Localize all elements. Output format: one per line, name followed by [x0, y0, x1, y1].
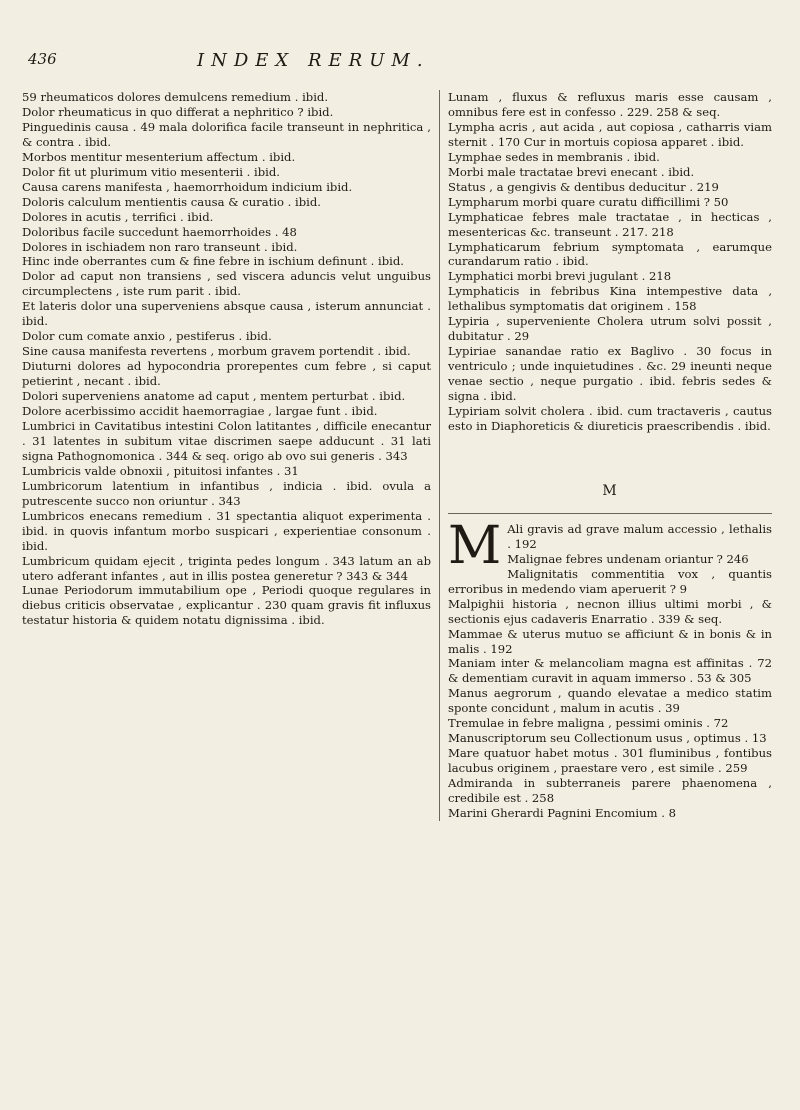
- index-entry: Malignitatis commentitia vox , quantis erroribus in medendo viam aperuerit ? 9: [448, 566, 772, 596]
- index-entry: Lypiriae sanandae ratio ex Baglivo . 30 focus in ventriculo ; unde inquietudines . &c. 29 ineunti neque venae sectio , neque purgatio . ibid. febris sedes & signa . ibid.: [448, 344, 772, 404]
- index-entry: Lymphaticis in febribus Kina intempestive data , lethalibus symptomatis dat originem . 158: [448, 284, 772, 314]
- index-entry: Dolore acerbissimo accidit haemorragiae , largae funt . ibid.: [22, 404, 378, 419]
- drop-cap-letter: M: [448, 515, 502, 576]
- index-entry: Status , a gengivis & dentibus deducitur . 219: [448, 179, 719, 194]
- running-title: INDEX RERUM.: [197, 50, 430, 71]
- index-entry: Lumbricis valde obnoxii , pituitosi infantes . 31: [22, 463, 299, 478]
- index-entry: Dolori superveniens anatome ad caput , mentem perturbat . ibid.: [22, 389, 406, 404]
- section-m-entries: [448, 515, 772, 821]
- index-entry: Lymphatici morbi brevi jugulant . 218: [448, 269, 672, 284]
- index-entry: Morbi male tractatae brevi enecant . ibid.: [448, 164, 695, 179]
- index-entry: 59 rheumaticos dolores demulcens remedium . ibid.: [22, 90, 329, 104]
- page-header: [22, 50, 772, 90]
- index-entry: Admiranda in subterraneis parere phaenomena , credibile est . 258: [448, 776, 772, 806]
- index-columns: [22, 90, 772, 821]
- index-entry: Marini Gherardi Pagnini Encomium . 8: [448, 805, 676, 820]
- index-entry: Dolor rheumaticus in quo differat a nephritico ? ibid.: [22, 104, 334, 119]
- index-entry: Manus aegrorum , quando elevatae a medico statim sponte concidunt , malum in acutis . 39: [448, 686, 772, 716]
- index-entry: Tremulae in febre maligna , pessimi ominis . 72: [448, 716, 729, 731]
- index-entry: Lymphaticarum febrium symptomata , earumque curandarum ratio . ibid.: [448, 239, 772, 269]
- index-entry: Lumbrici in Cavitatibus intestini Colon latitantes , difficile enecantur . 31 latentes in subitum vitae discrimen saepe adducunt . 31 lati signa Pathognomonica . 344 & seq. origo ab ovo sui generis . 343: [22, 418, 431, 463]
- index-entry: Sine causa manifesta revertens , morbum gravem portendit . ibid.: [22, 344, 411, 359]
- index-entry: Hinc inde oberrantes cum & fine febre in ischium definunt . ibid.: [22, 254, 404, 269]
- index-entry: Lumbricorum latentium in infantibus , indicia . ibid. ovula a putrescente succo non oriuntur . 343: [22, 478, 431, 508]
- index-entry: Lympha acris , aut acida , aut copiosa , catharris viam sternit . 170 Cur in mortuis copiosa apparet . ibid.: [448, 119, 772, 149]
- index-entry: Lymphae sedes in membranis . ibid.: [448, 149, 660, 164]
- page-number: 436: [28, 50, 57, 68]
- right-column: [440, 90, 772, 821]
- index-entry: Lunae Periodorum immutabilium ope , Periodi quoque regulares in diebus criticis observatae , explicantur . 230 quam gravis fit influxus testatur historia & quidem notatu dignissima . ibid.: [22, 583, 431, 628]
- index-entry: Lunam , fluxus & refluxus maris esse causam , omnibus fere est in confesso . 229. 258 & seq.: [448, 90, 772, 119]
- index-entry: Lypiriam solvit cholera . ibid. cum tractaveris , cautus esto in Diaphoreticis & diureticis praescribendis . ibid.: [448, 404, 772, 433]
- index-entry: Lumbricos enecans remedium . 31 spectantia aliquot experimenta . ibid. in quovis infantum morbo suspicari , experientiae consonum . ibid.: [22, 508, 431, 553]
- index-entry: Manuscriptorum seu Collectionum usus , optimus . 13: [448, 731, 767, 746]
- index-entry: Pinguedinis causa . 49 mala dolorifica facile transeunt in nephritica , & contra . ibid.: [22, 119, 431, 149]
- section-divider: [448, 513, 772, 514]
- index-entry-text: Ali gravis ad grave malum accessio , lethalis . 192: [507, 521, 772, 551]
- index-entry: Mammae & uterus mutuo se afficiunt & in bonis & in malis . 192: [448, 626, 772, 656]
- index-entry: Lymphaticae febres male tractatae , in hecticas , mesentericas &c. transeunt . 217. 218: [448, 209, 772, 239]
- index-entry: Lumbricum quidam ejecit , triginta pedes longum . 343 latum an ab utero adferant infantes , aut in illis postea generetur ? 343 & 344: [22, 553, 431, 583]
- index-entry: Causa carens manifesta , haemorrhoidum indicium ibid.: [22, 179, 353, 194]
- index-entry: Doloris calculum mentientis causa & curatio . ibid.: [22, 194, 321, 209]
- index-entry: Maniam inter & melancoliam magna est affinitas . 72 & dementiam curavit in aquam immerso . 53 & 305: [448, 656, 772, 686]
- index-entry: Dolores in acutis , terrifici . ibid.: [22, 209, 214, 224]
- section-letter: M: [602, 482, 618, 499]
- index-entry: Morbos mentitur mesenterium affectum . ibid.: [22, 149, 296, 164]
- left-column: [22, 90, 440, 821]
- index-entry: Dolor fit ut plurimum vitio mesenterii . ibid.: [22, 164, 280, 179]
- index-entry: Malpighii historia , necnon illius ultimi morbi , & sectionis ejus cadaveris Enarratio . 339 & seq.: [448, 596, 772, 626]
- index-entry: Dolor cum comate anxio , pestiferus . ibid.: [22, 329, 272, 344]
- index-entry: Doloribus facile succedunt haemorrhoides . 48: [22, 224, 297, 239]
- index-entry: Dolores in ischiadem non raro transeunt . ibid.: [22, 239, 298, 254]
- index-entry: Et lateris dolor una superveniens absque causa , isterum annunciat . ibid.: [22, 299, 431, 329]
- index-entry: Mare quatuor habet motus . 301 fluminibus , fontibus lacubus originem , praestare vero , est simile . 259: [448, 746, 772, 776]
- index-entry: Lympharum morbi quare curatu difficillimi ? 50: [448, 194, 729, 209]
- index-entry: Lypiria , superveniente Cholera utrum solvi possit , dubitatur . 29: [448, 314, 772, 344]
- index-entry: Malignae febres undenam oriantur ? 246: [507, 551, 749, 566]
- index-entry: Diuturni dolores ad hypocondria prorepentes cum febre , si caput petierint , necant . ibid.: [22, 359, 431, 389]
- index-entry: Dolor ad caput non transiens , sed viscera aduncis velut unguibus circumplectens , iste rum parit . ibid.: [22, 269, 431, 299]
